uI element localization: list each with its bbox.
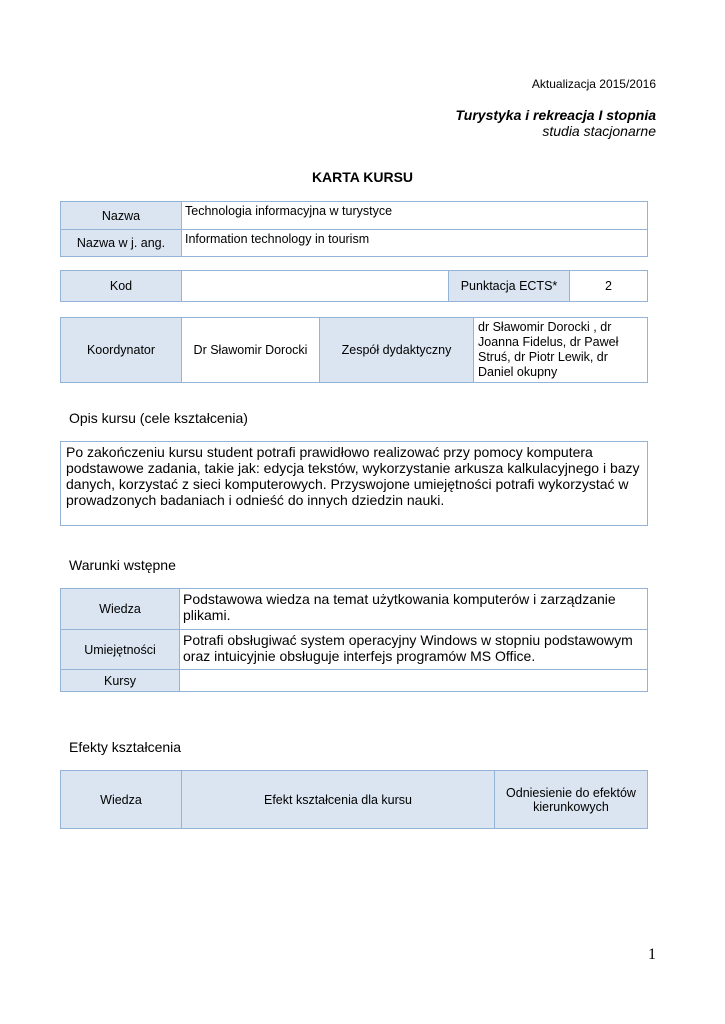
knowledge-label: Wiedza (61, 589, 180, 630)
skills-label: Umiejętności (61, 630, 180, 670)
outcomes-table (60, 770, 648, 829)
coordinator-label: Koordynator (61, 318, 182, 383)
page-number: 1 (648, 946, 656, 963)
outcomes-col-knowledge: Wiedza (61, 771, 182, 829)
ects-value: 2 (570, 271, 648, 302)
ects-label: Punktacja ECTS* (449, 271, 570, 302)
prerequisites-heading: Warunki wstępne (69, 557, 176, 573)
description-text: Po zakończeniu kursu student potrafi prawidłowo realizować przy pomocy komputera podstawowe zadania, takie jak: edycja tekstów, wykorzystanie arkusza kalkulacyjnego i bazy danych, korzystać z sieci komputerowych. Przyswojone umiejętności potrafi wykorzystać w prowadzonych badaniach i odnieść do innych dziedzin nauki. (61, 442, 648, 526)
staff-table (60, 317, 648, 383)
description-table (60, 441, 648, 526)
team-label: Zespół dydaktyczny (320, 318, 474, 383)
outcomes-col-reference: Odniesienie do efektów kierunkowych (495, 771, 648, 829)
description-heading: Opis kursu (cele kształcenia) (69, 410, 248, 426)
study-mode: studia stacjonarne (542, 123, 656, 139)
name-en-label: Nazwa w j. ang. (61, 230, 182, 257)
knowledge-value: Podstawowa wiedza na temat użytkowania komputerów i zarządzanie plikami. (180, 589, 648, 630)
code-value (182, 271, 449, 302)
outcomes-col-effect: Efekt kształcenia dla kursu (182, 771, 495, 829)
team-value: dr Sławomir Dorocki , dr Joanna Fidelus, dr Paweł Struś, dr Piotr Lewik, dr Daniel okupny (474, 318, 648, 383)
course-name-table (60, 201, 648, 257)
name-value: Technologia informacyjna w turystyce (182, 202, 648, 230)
code-table (60, 270, 648, 302)
courses-value (180, 670, 648, 692)
prerequisites-table (60, 588, 648, 692)
skills-value: Potrafi obsługiwać system operacyjny Windows w stopniu podstawowym oraz intuicyjnie obsługuje interfejs programów MS Office. (180, 630, 648, 670)
update-note: Aktualizacja 2015/2016 (531, 77, 656, 91)
program-name: Turystyka i rekreacja I stopnia (455, 107, 656, 123)
name-en-value: Information technology in tourism (182, 230, 648, 257)
name-label: Nazwa (61, 202, 182, 230)
page-title: KARTA KURSU (311, 169, 414, 185)
courses-label: Kursy (61, 670, 180, 692)
code-label: Kod (61, 271, 182, 302)
coordinator-value: Dr Sławomir Dorocki (182, 318, 320, 383)
outcomes-heading: Efekty kształcenia (69, 739, 182, 755)
